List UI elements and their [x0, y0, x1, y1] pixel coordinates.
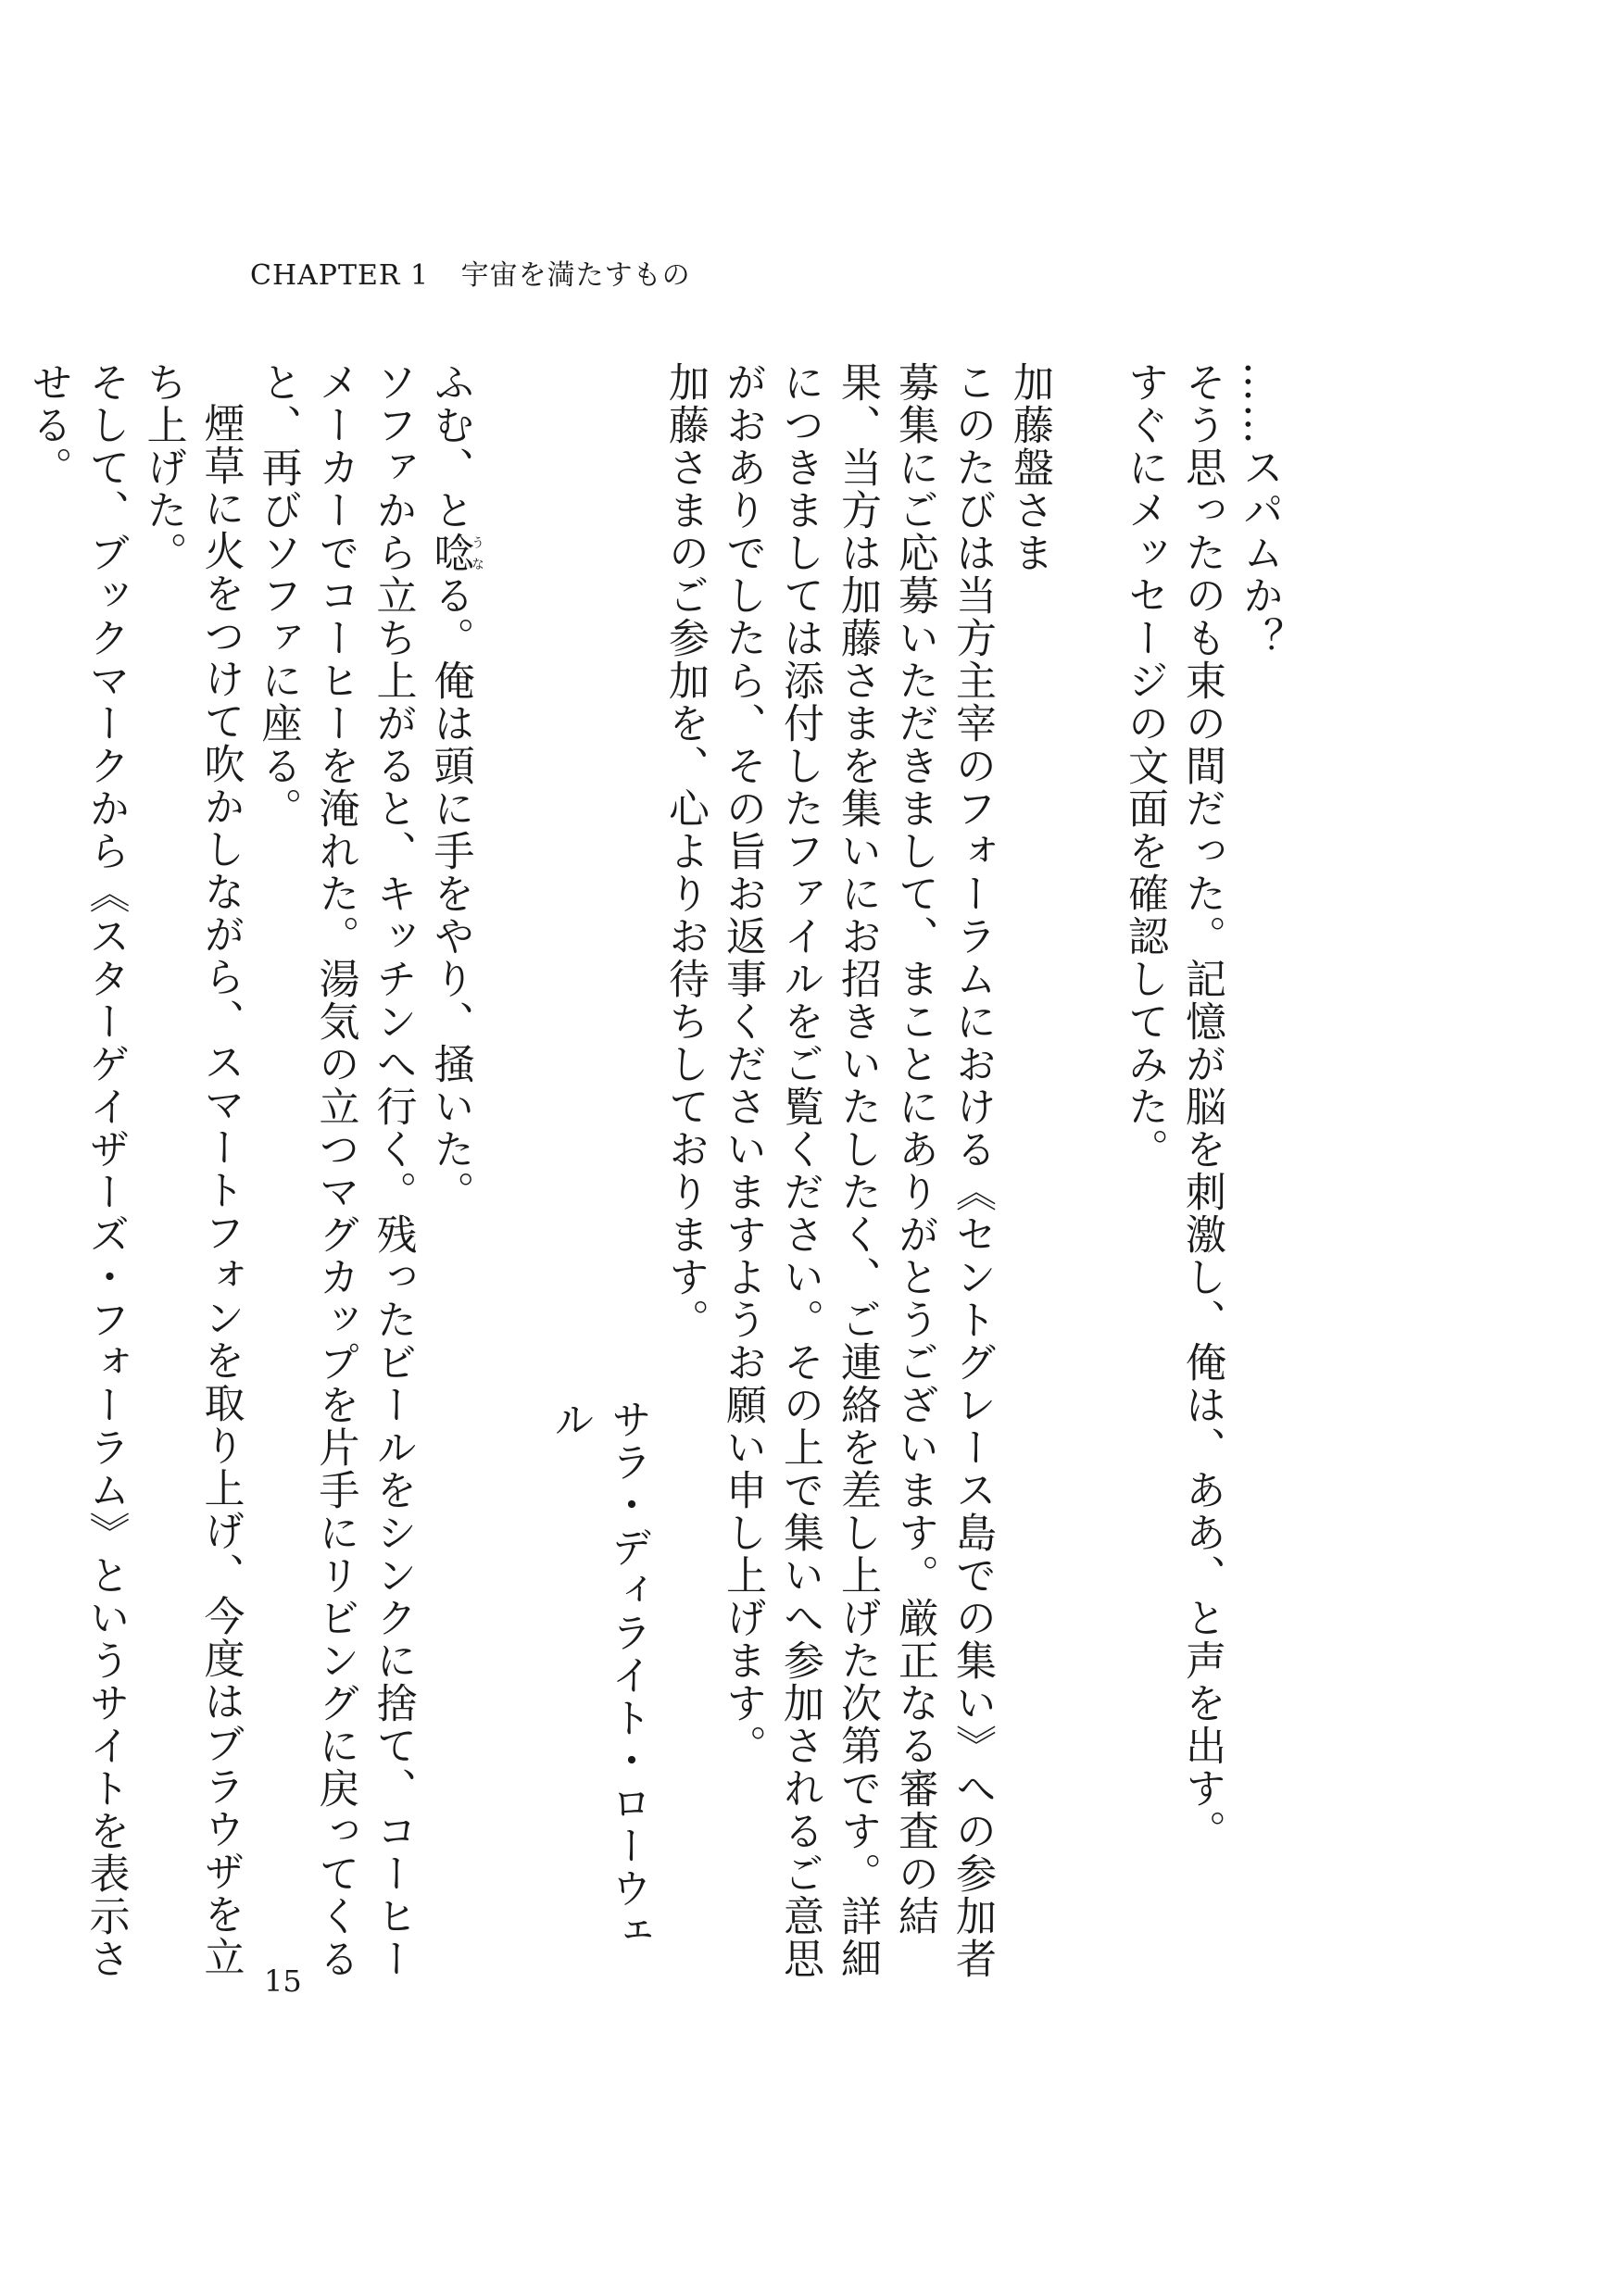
vertical-text-block	[24, 361, 1288, 1991]
running-head	[250, 252, 691, 293]
paragraph: 煙草に火をつけて吹かしながら、スマートフォンを取り上げ、今度はブラウザを立ち上げた。	[139, 361, 245, 1978]
blank-line	[484, 361, 541, 1991]
letter-salutation: 加藤盤さま	[1006, 361, 1053, 574]
text-line: すぐにメッセージの文面を確認してみた。	[1121, 361, 1168, 1171]
paragraph-text: る。俺は頭に手をやり、掻いた。	[426, 574, 474, 1213]
ruby-reading: うな	[470, 532, 484, 574]
paragraph: そして、ブックマークから《スターゲイザーズ・フォーラム》というサイトを表示させる。	[24, 361, 130, 1980]
page-number: 15	[264, 1964, 302, 1999]
chapter-title: 宇宙を満たすもの	[460, 259, 691, 292]
paragraph	[421, 361, 484, 1991]
letter-body: このたびは当方主宰のフォーラムにおける《セントグレース島での集い》への参加者募集にご応募いただきまして、まことにありがとうございます。厳正なる審査の結果、当方は加藤さまを集いにお招きいたしたく、ご連絡を差し上げた次第です。詳細につきましては添付したファイルをご覧ください。その上で集いへ参加されるご意思がおありでしたら、その旨お返事くださいますようお願い申し上げます。	[719, 361, 996, 1980]
paragraph-text: ふむ、と	[426, 361, 474, 532]
letter-signature: サラ・ディライト・ローウェル	[547, 1399, 651, 1952]
ruby-base: 唸	[426, 532, 474, 574]
letter-body: 加藤さまのご参加を、心よりお待ちしております。	[661, 361, 709, 1341]
ruby-annotation	[426, 532, 484, 574]
text-line: ……スパムか？	[1236, 361, 1283, 659]
text-line: そう思ったのも束の間だった。記憶が脳を刺激し、俺は、ああ、と声を出す。	[1178, 361, 1225, 1852]
chapter-label: CHAPTER 1	[250, 259, 430, 292]
paragraph: ソファから立ち上がると、キッチンへ行く。残ったビールをシンクに捨て、コーヒーメーカーでコーヒーを淹れた。湯気の立つマグカップを片手にリビングに戻ってくると、再びソファに座る。	[254, 361, 417, 1980]
blank-line	[1058, 361, 1115, 1991]
